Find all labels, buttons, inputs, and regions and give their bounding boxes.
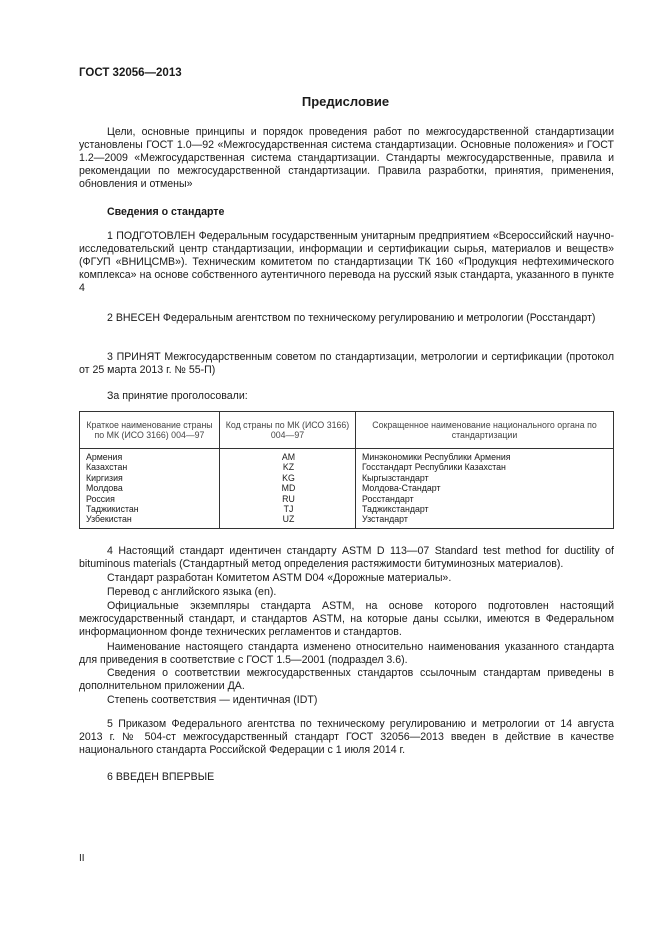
standards-body: Минэкономики Республики Армения — [362, 452, 511, 462]
country-name: Молдова — [86, 483, 123, 494]
item-1-paragraph: 1 ПОДГОТОВЛЕН Федеральным государственным унитарным предприятием «Всероссийский научно-исследовательский центр стандартизации, информации и сертификации сырья, материалов и веществ» (ФГУП «ВНИЦСМВ»). Техническим комитетом по стандартизации ТК 160 «Продукция нефтехимического комплекса» на основе собственного аутентичного перевода на русский язык стандарта, указанного в пункте 4 — [79, 230, 614, 295]
section-title: Сведения о стандарте — [107, 206, 225, 218]
document-code: ГОСТ 32056—2013 — [79, 67, 182, 79]
item-4-translation: Перевод с английского языка (en). — [107, 586, 277, 598]
code-cell — [220, 449, 356, 529]
page-title: Предисловие — [301, 94, 390, 109]
voting-table — [79, 411, 614, 529]
country-name: Россия — [86, 493, 115, 504]
standards-body: Госстандарт Республики Казахстан — [362, 462, 506, 473]
country-code: TJ — [283, 504, 294, 515]
country-name: Киргизия — [86, 472, 123, 483]
page-number: II — [79, 853, 85, 864]
table-header-body: Сокращенное наименование национального органа по стандартизации — [356, 412, 614, 449]
country-code: AM — [281, 452, 296, 462]
item-6-paragraph: 6 ВВЕДЕН ВПЕРВЫЕ — [107, 771, 215, 783]
item-4-name-change: Наименование настоящего стандарта изменено относительно наименования указанного стандарта для приведения в соответствие с ГОСТ 1.5—2001 (подраздел 3.6). — [79, 641, 614, 667]
item-4-official-copies: Официальные экземпляры стандарта ASTM, на основе которого подготовлен настоящий межгосударственный стандарт, и стандартов ASTM, на которые даны ссылки, имеются в Федеральном информационном фонде технических регламентов и стандартов. — [79, 600, 614, 639]
country-code: UZ — [282, 514, 295, 525]
table-header-country: Краткое наименование страны по МК (ИСО 3166) 004—97 — [80, 412, 220, 449]
vote-intro: За принятие проголосовали: — [107, 390, 248, 402]
item-2-paragraph: 2 ВНЕСЕН Федеральным агентством по техническому регулированию и метрологии (Росстандарт) — [107, 312, 596, 324]
item-4-paragraph: 4 Настоящий стандарт идентичен стандарту ASTM D 113—07 Standard test method for ductility of bituminous materials (Стандартный метод определения растяжимости битуминозных материалов). — [79, 545, 614, 571]
item-3-paragraph: 3 ПРИНЯТ Межгосударственным советом по стандартизации, метрологии и сертификации (протокол от 25 марта 2013 г. № 55-П) — [79, 351, 614, 377]
item-4-conformity: Степень соответствия — идентичная (IDT) — [107, 694, 318, 706]
country-code: KG — [282, 472, 295, 483]
intro-paragraph: Цели, основные принципы и порядок проведения работ по межгосударственной стандартизации установлены ГОСТ 1.0—92 «Межгосударственная система стандартизации. Основные положения» и ГОСТ 1.2—2009 «Межгосударственная система стандартизации. Стандарты межгосударственные, правила и рекомендации по межгосударственной стандартизации. Правила разработки, принятия, применения, обновления и отмены» — [79, 126, 614, 191]
standards-body: Молдова-Стандарт — [362, 483, 441, 494]
table-body-row — [80, 449, 614, 529]
standards-body: Кыргызстандарт — [362, 472, 429, 483]
standards-body: Таджикстандарт — [362, 504, 429, 515]
body-cell — [356, 449, 614, 529]
item-5-paragraph: 5 Приказом Федерального агентства по техническому регулированию и метрологии от 14 августа 2013 г. № 504-ст межгосударственный стандарт ГОСТ 32056—2013 введен в действие в качестве национального стандарта Российской Федерации с 1 июля 2014 г. — [79, 718, 614, 757]
country-name: Армения — [86, 452, 123, 462]
country-name: Узбекистан — [86, 514, 132, 525]
country-code: MD — [281, 483, 296, 494]
country-code: KZ — [282, 462, 295, 473]
standards-body: Узстандарт — [362, 514, 408, 525]
country-name: Таджикистан — [86, 504, 139, 515]
item-4-annex-note: Сведения о соответствии межгосударственных стандартов ссылочным стандартам приведены в дополнительном приложении ДА. — [79, 667, 614, 693]
country-code: RU — [282, 493, 295, 504]
standards-body: Росстандарт — [362, 493, 414, 504]
item-4-committee: Стандарт разработан Комитетом ASTM D04 «Дорожные материалы». — [107, 572, 452, 584]
country-name: Казахстан — [86, 462, 128, 473]
country-cell — [80, 449, 220, 529]
table-header-code: Код страны по МК (ИСО 3166) 004—97 — [220, 412, 356, 449]
